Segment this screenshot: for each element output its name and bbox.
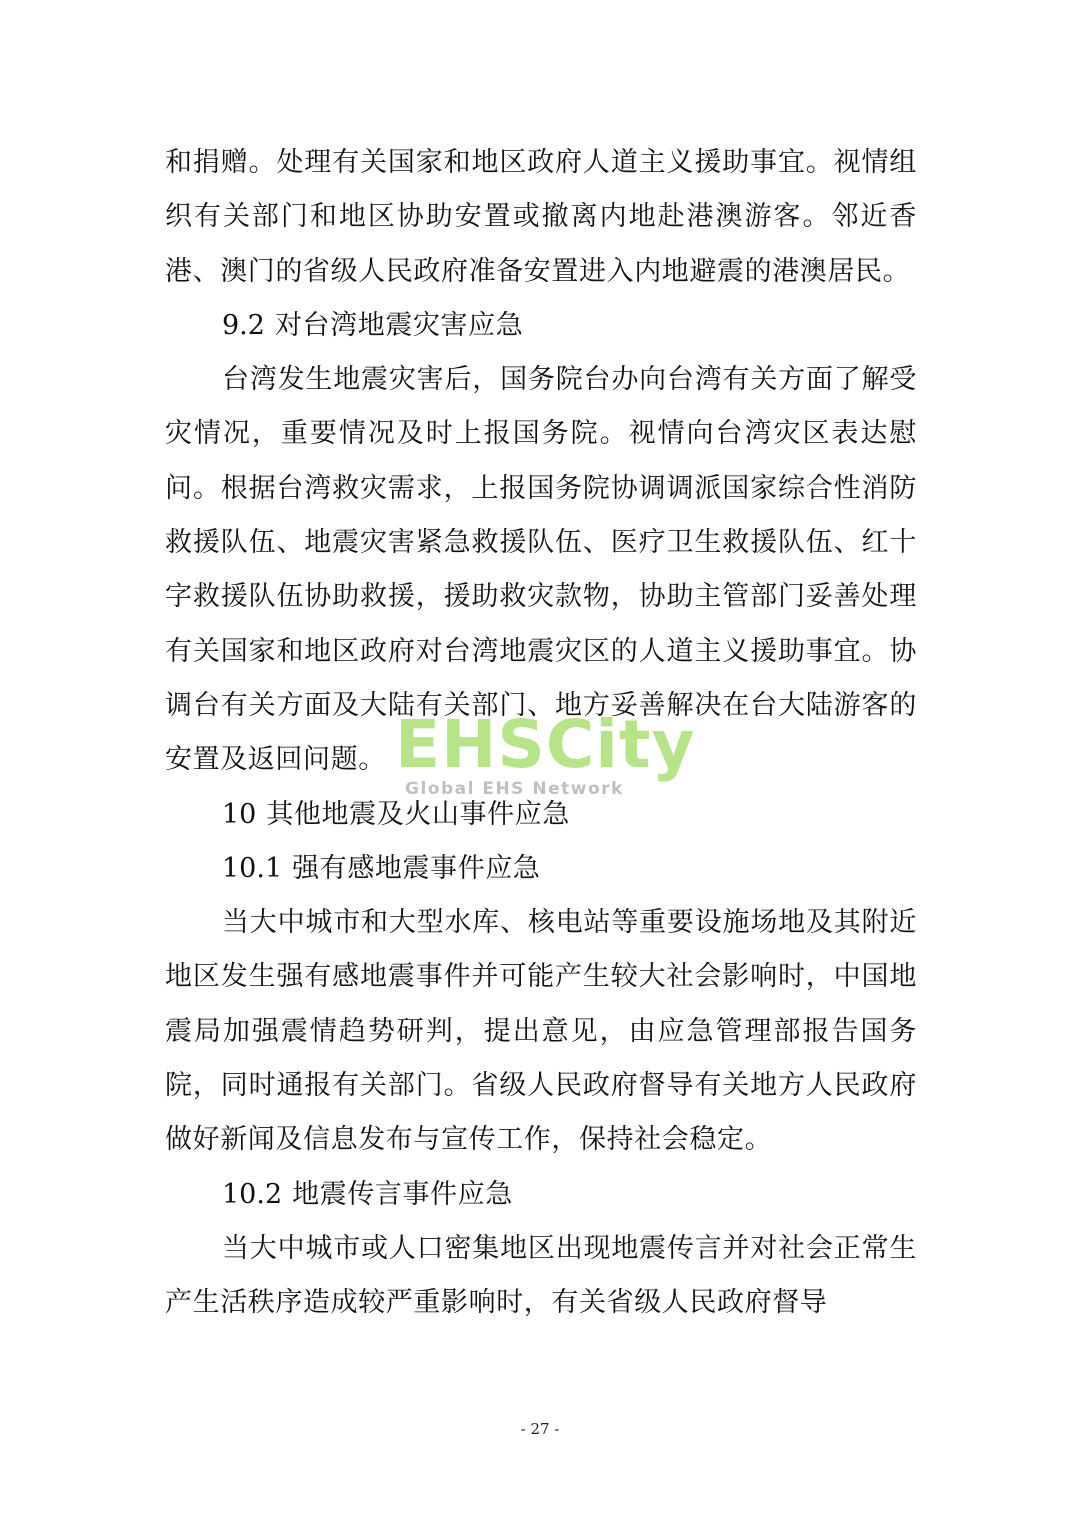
paragraph-2: 台湾发生地震灾害后，国务院台办向台湾有关方面了解受灾情况，重要情况及时上报国务院。视情向台湾灾区表达慰问。根据台湾救灾需求，上报国务院协调调派国家综合性消防救援队伍、地震灾害紧急救援队伍、医疗卫生救援队伍、红十字救援队伍协助救援，援助救灾款物，协助主管部门妥善处理有关国家和地区政府对台湾地震灾区的人道主义援助事宜。协调台有关方面及大陆有关部门、地方妥善解决在台大陆游客的安置及返回问题。 bbox=[165, 364, 917, 776]
paragraph-3: 当大中城市和大型水库、核电站等重要设施场地及其附近地区发生强有感地震事件并可能产生较大社会影响时，中国地震局加强震情趋势研判，提出意见，由应急管理部报告国务院，同时通报有关部门。省级人民政府督导有关地方人民政府做好新闻及信息发布与宣传工作，保持社会稳定。 bbox=[165, 907, 917, 1156]
section-number: 10.1 bbox=[222, 852, 283, 884]
section-number: 10.2 bbox=[222, 1178, 283, 1210]
section-number: 9.2 bbox=[222, 309, 265, 341]
section-title: 地震传言事件应急 bbox=[292, 1178, 513, 1210]
watermark-subtitle: Global EHS Network bbox=[405, 779, 624, 799]
section-heading-10-1 bbox=[165, 842, 917, 896]
paragraph-4: 当大中城市或人口密集地区出现地震传言并对社会正常生产生活秩序造成较严重影响时，有关省级人民政府督导 bbox=[165, 1232, 917, 1319]
section-heading-10 bbox=[165, 788, 917, 842]
document-body bbox=[165, 136, 917, 1331]
section-title: 对台湾地震灾害应急 bbox=[274, 309, 524, 341]
section-heading-9-2 bbox=[165, 299, 917, 353]
section-number: 10 bbox=[222, 798, 257, 830]
page-number: - 27 - bbox=[520, 1420, 560, 1438]
section-heading-10-2 bbox=[165, 1168, 917, 1222]
paragraph-1: 和捐赠。处理有关国家和地区政府人道主义援助事宜。视情组织有关部门和地区协助安置或撤离内地赴港澳游客。邻近香港、澳门的省级人民政府准备安置进入内地避震的港澳居民。 bbox=[165, 147, 917, 287]
watermark-logo-text: EHSCity bbox=[395, 706, 696, 783]
section-title: 其他地震及火山事件应急 bbox=[266, 798, 570, 830]
section-title: 强有感地震事件应急 bbox=[292, 852, 541, 884]
